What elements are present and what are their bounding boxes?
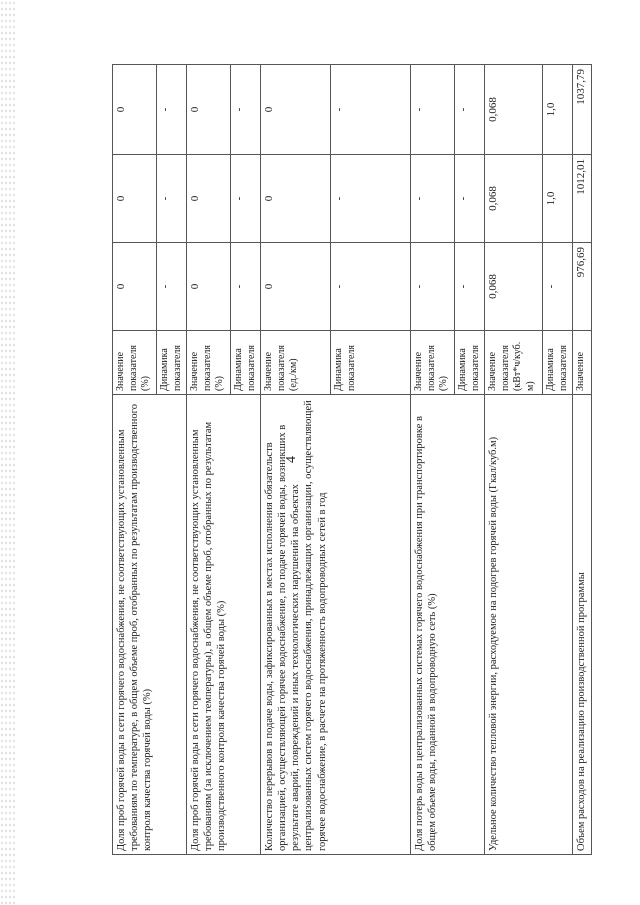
value-cell: 0,068 — [485, 65, 543, 155]
table-row — [411, 65, 455, 855]
indicator-cell: Количество перерывов в подаче воды, зафиксированных в местах исполнения обязательств организацией, осуществляющей горячее водоснабжение, по подаче горячей воды, возникших в результате аварий, повреждений и иных технологических нарушений на объектах централизованных систем горячего водоснабжения, принадлежащих организации, осуществляющей горячее водоснабжение, в расчете на протяженность водопроводных сетей в год — [261, 395, 411, 855]
table-row — [187, 65, 231, 855]
value-cell: 0,068 — [485, 155, 543, 243]
table-row — [573, 65, 592, 855]
value-cell: 0,068 — [485, 243, 543, 331]
value-cell: 1,0 — [543, 65, 573, 155]
metric-type-cell: Значение показателя (%) — [113, 331, 157, 395]
indicators-table — [112, 64, 592, 855]
value-cell: 0 — [187, 243, 231, 331]
value-cell: 1,0 — [543, 155, 573, 243]
value-cell: 0 — [187, 155, 231, 243]
table-row — [113, 65, 157, 855]
value-cell: - — [411, 243, 455, 331]
metric-type-cell: Динамика показателя — [231, 331, 261, 395]
value-cell: 0 — [187, 65, 231, 155]
value-cell: - — [455, 65, 485, 155]
value-cell: - — [543, 243, 573, 331]
value-cell: 0 — [113, 243, 157, 331]
value-cell: - — [157, 65, 187, 155]
value-cell: - — [455, 155, 485, 243]
indicator-cell: Удельное количество тепловой энергии, расходуемое на подогрев горячей воды (Гкал/куб.м) — [485, 395, 573, 855]
table-row — [261, 65, 331, 855]
value-cell: - — [331, 243, 411, 331]
value-cell: 0 — [261, 65, 331, 155]
metric-type-cell: Динамика показателя — [543, 331, 573, 395]
metric-type-cell: Значение — [573, 331, 592, 395]
value-cell: 1012,01 — [573, 155, 592, 243]
page-number: 4 — [284, 456, 299, 463]
value-cell: - — [331, 155, 411, 243]
indicator-cell: Доля проб горячей воды в сети горячего водоснабжения, не соответствующих установленным требованиям по температуре, в общем объеме проб, отобранных по результатам производственного контроля качества горячей воды (%) — [113, 395, 187, 855]
indicator-cell: Доля проб горячей воды в сети горячего водоснабжения, не соответствующих установленным требованиям (за исключением температуры), в общем объеме проб, отобранных по результатам производственного контроля качества горячей воды (%) — [187, 395, 261, 855]
metric-type-cell: Значение показателя (кВт*ч/куб. м) — [485, 331, 543, 395]
value-cell: - — [411, 65, 455, 155]
value-cell: - — [231, 65, 261, 155]
value-cell: - — [157, 155, 187, 243]
value-cell: - — [157, 243, 187, 331]
table-row — [485, 65, 543, 855]
metric-type-cell: Динамика показателя — [157, 331, 187, 395]
value-cell: - — [331, 65, 411, 155]
value-cell: - — [411, 155, 455, 243]
metric-type-cell: Значение показателя (%) — [187, 331, 231, 395]
value-cell: 0 — [261, 155, 331, 243]
value-cell: - — [231, 155, 261, 243]
value-cell: 0 — [261, 243, 331, 331]
value-cell: - — [231, 243, 261, 331]
value-cell: 0 — [113, 155, 157, 243]
value-cell: - — [455, 243, 485, 331]
indicator-cell: Доля потерь воды в централизованных системах горячего водоснабжения при транспортировке в общем объеме воды, поданной в водопроводную сеть (%) — [411, 395, 485, 855]
metric-type-cell: Значение показателя (%) — [411, 331, 455, 395]
metric-type-cell: Динамика показателя — [455, 331, 485, 395]
value-cell: 1037,79 — [573, 65, 592, 155]
value-cell: 0 — [113, 65, 157, 155]
metric-type-cell: Динамика показателя — [331, 331, 411, 395]
value-cell: 976,69 — [573, 243, 592, 331]
indicator-cell: Объем расходов на реализацию производственной программы — [573, 395, 592, 855]
metric-type-cell: Значение показателя (ед./км) — [261, 331, 331, 395]
